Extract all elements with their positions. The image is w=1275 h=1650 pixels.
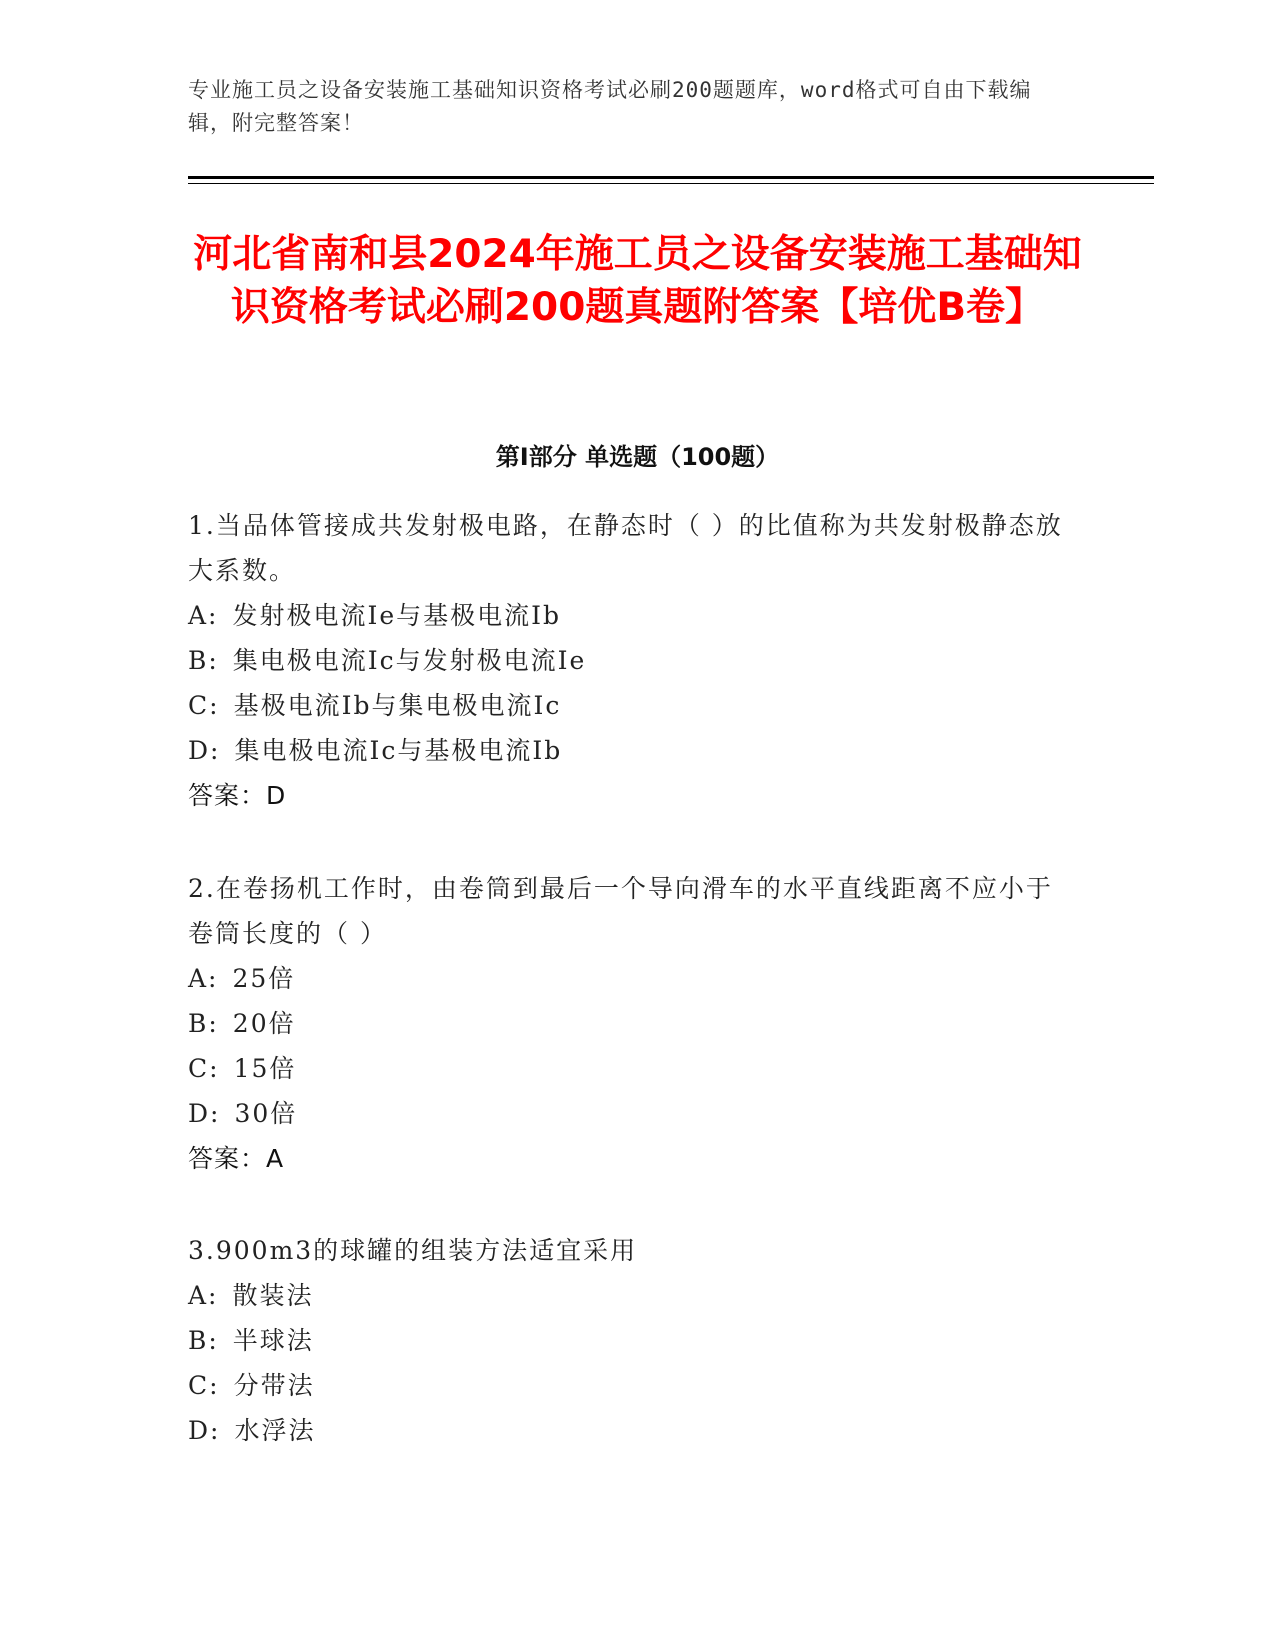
question-1 bbox=[188, 503, 1068, 819]
document-title: 河北省南和县2024年施工员之设备安装施工基础知识资格考试必刷200题真题附答案【培优B卷】 bbox=[193, 232, 1082, 330]
option-label: B: bbox=[188, 1326, 219, 1355]
option-text: 基极电流Ib与集电极电流Ic bbox=[233, 691, 562, 720]
section-title: 第I部分 单选题（100题） bbox=[495, 443, 780, 471]
option-label: D: bbox=[188, 1099, 221, 1128]
option-a bbox=[188, 593, 1068, 638]
option-text: 集电极电流Ic与发射极电流Ie bbox=[232, 646, 587, 675]
option-text: 25倍 bbox=[232, 964, 296, 993]
question-2 bbox=[188, 866, 1068, 1182]
question-stem: 2.在卷扬机工作时，由卷筒到最后一个导向滑车的水平直线距离不应小于卷筒长度的（ ） bbox=[188, 874, 1053, 948]
option-label: A: bbox=[188, 601, 219, 630]
question-stem: 1.当品体管接成共发射极电路，在静态时（ ）的比值称为共发射极静态放大系数。 bbox=[188, 511, 1063, 585]
option-label: C: bbox=[188, 1371, 220, 1400]
option-label: C: bbox=[188, 691, 220, 720]
answer: 答案：D bbox=[188, 781, 287, 810]
option-text: 散装法 bbox=[232, 1281, 314, 1310]
option-text: 15倍 bbox=[233, 1054, 297, 1083]
option-c bbox=[188, 1363, 1068, 1408]
option-a bbox=[188, 1273, 1068, 1318]
header-note: 专业施工员之设备安装施工基础知识资格考试必刷200题题库，word格式可自由下载编辑，附完整答案！ bbox=[188, 78, 1032, 135]
option-text: 半球法 bbox=[232, 1326, 314, 1355]
option-c bbox=[188, 1046, 1068, 1091]
option-label: D: bbox=[188, 736, 221, 765]
option-label: A: bbox=[188, 1281, 219, 1310]
option-label: D: bbox=[188, 1416, 221, 1445]
question-stem: 3.900m3的球罐的组装方法适宜采用 bbox=[188, 1236, 638, 1265]
option-label: C: bbox=[188, 1054, 220, 1083]
header-divider-thin bbox=[188, 183, 1154, 184]
option-a bbox=[188, 956, 1068, 1001]
option-c bbox=[188, 683, 1068, 728]
option-b bbox=[188, 1318, 1068, 1363]
option-label: A: bbox=[188, 964, 219, 993]
header-divider-thick bbox=[188, 176, 1154, 179]
option-d bbox=[188, 1408, 1068, 1453]
option-b bbox=[188, 1001, 1068, 1046]
option-d bbox=[188, 1091, 1068, 1136]
option-text: 20倍 bbox=[232, 1009, 296, 1038]
option-label: B: bbox=[188, 1009, 219, 1038]
answer: 答案：A bbox=[188, 1144, 285, 1173]
option-b bbox=[188, 638, 1068, 683]
option-d bbox=[188, 728, 1068, 773]
option-text: 30倍 bbox=[234, 1099, 298, 1128]
option-label: B: bbox=[188, 646, 219, 675]
question-3 bbox=[188, 1228, 1068, 1453]
option-text: 发射极电流Ie与基极电流Ib bbox=[232, 601, 562, 630]
option-text: 分带法 bbox=[233, 1371, 315, 1400]
option-text: 集电极电流Ic与基极电流Ib bbox=[234, 736, 563, 765]
option-text: 水浮法 bbox=[234, 1416, 316, 1445]
